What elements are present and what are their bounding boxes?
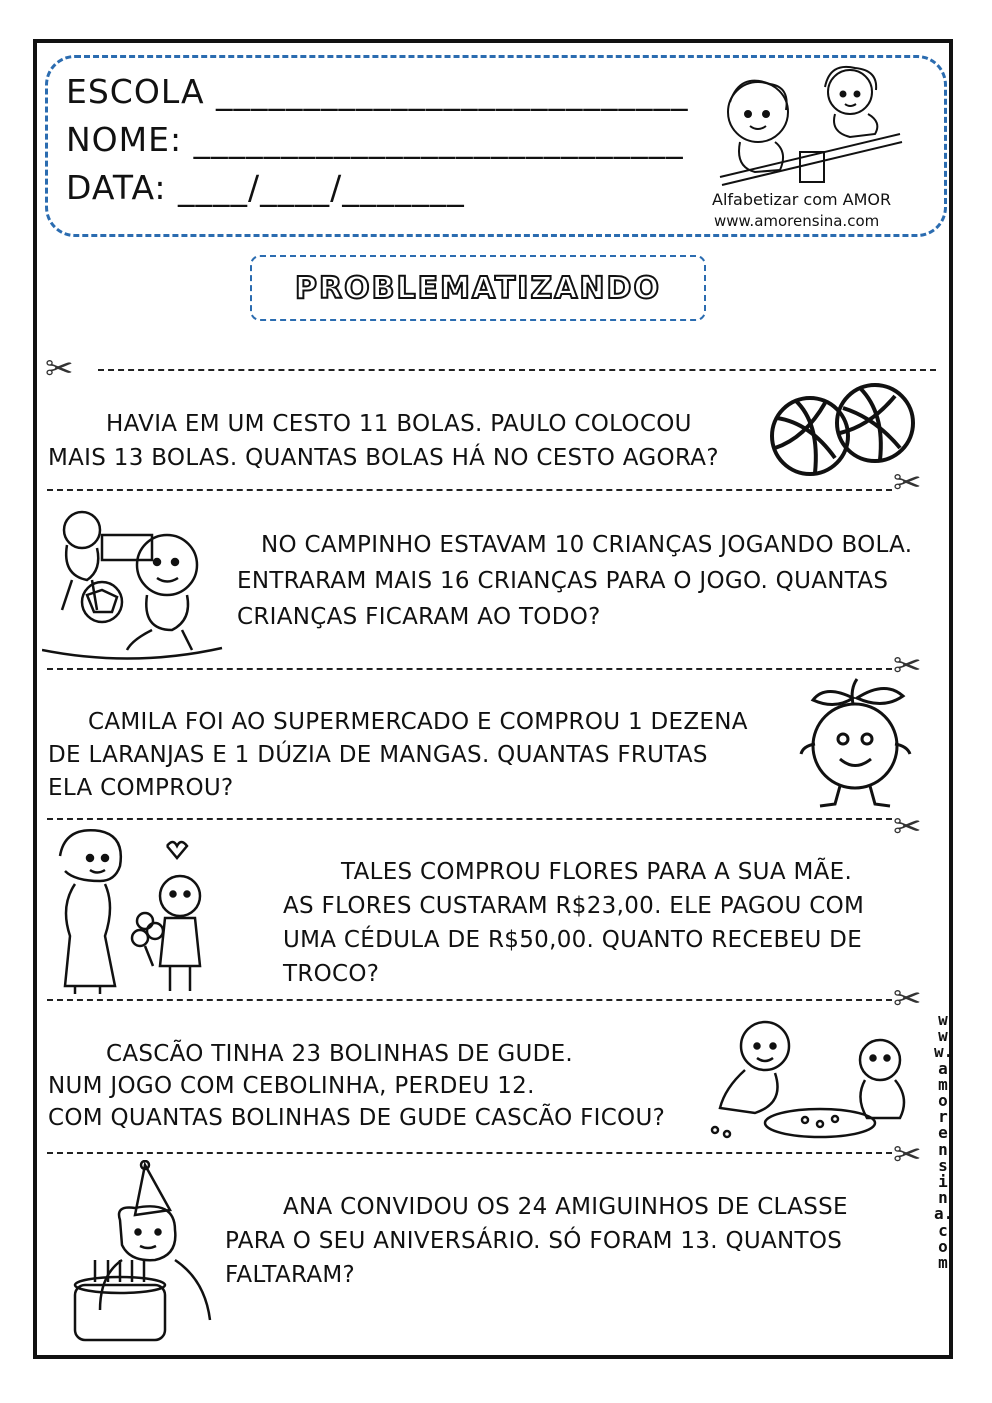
problem-line: FALTARAM? (225, 1262, 356, 1288)
cut-line (47, 668, 892, 670)
page-title: PROBLEMATIZANDO (295, 271, 661, 306)
logo-caption: Alfabetizar com AMOR (712, 190, 892, 209)
cut-line (47, 1152, 892, 1154)
problem-3 (48, 706, 748, 805)
problem-line: HAVIA EM UM CESTO 11 BOLAS. PAULO COLOCOU (106, 411, 692, 437)
name-field[interactable]: NOME: ____________________________ (66, 120, 684, 159)
side-watermark: www.amorensina.com (934, 1010, 954, 1273)
school-field[interactable]: ESCOLA ___________________________ (66, 72, 689, 111)
title-box (250, 255, 706, 321)
scissors-icon: ✂ (893, 463, 922, 503)
scissors-icon: ✂ (45, 349, 74, 389)
problem-line: PARA O SEU ANIVERSÁRIO. SÓ FORAM 13. QUANTOS (225, 1228, 843, 1254)
scissors-icon: ✂ (893, 979, 922, 1019)
problem-line: MAIS 13 BOLAS. QUANTAS BOLAS HÁ NO CESTO AGORA? (48, 445, 719, 471)
date-field[interactable]: DATA: ____/____/_______ (66, 168, 465, 207)
problem-line: NO CAMPINHO ESTAVAM 10 CRIANÇAS JOGANDO BOLA. (261, 532, 913, 558)
problem-line: CASCÃO TINHA 23 BOLINHAS DE GUDE. (106, 1041, 574, 1067)
problem-line: NUM JOGO COM CEBOLINHA, PERDEU 12. (48, 1073, 535, 1099)
scissors-icon: ✂ (893, 646, 922, 686)
scissors-icon: ✂ (893, 1135, 922, 1175)
problem-line: CRIANÇAS FICARAM AO TODO? (237, 604, 601, 630)
problem-line: DE LARANJAS E 1 DÚZIA DE MANGAS. QUANTAS FRUTAS (48, 742, 708, 768)
problem-line: TALES COMPROU FLORES PARA A SUA MÃE. (341, 859, 853, 885)
girl-with-birthday-cake-illustration (60, 1160, 220, 1350)
problem-line: CAMILA FOI AO SUPERMERCADO E COMPROU 1 DEZENA (88, 709, 748, 735)
problem-line: AS FLORES CUSTARAM R$23,00. ELE PAGOU COM (283, 893, 865, 919)
scissors-icon: ✂ (893, 807, 922, 847)
problem-2 (237, 527, 912, 635)
problem-line: ELA COMPROU? (48, 775, 234, 801)
problem-line: COM QUANTAS BOLINHAS DE GUDE CASCÃO FICOU? (48, 1105, 666, 1131)
cut-line (98, 369, 936, 371)
problem-line: TROCO? (283, 961, 380, 987)
kids-playing-soccer-illustration (42, 500, 227, 665)
problem-line: UMA CÉDULA DE R$50,00. QUANTO RECEBEU DE (283, 927, 863, 953)
smiling-orange-icon (795, 674, 920, 814)
problem-1 (48, 407, 719, 475)
problem-4 (283, 855, 864, 991)
cut-line (47, 999, 892, 1001)
logo-url: www.amorensina.com (714, 212, 880, 230)
cut-line (47, 818, 892, 820)
boy-giving-flowers-to-mother-illustration (45, 826, 225, 996)
problem-line: ENTRARAM MAIS 16 CRIANÇAS PARA O JOGO. QUANTAS (237, 568, 889, 594)
problem-5 (48, 1038, 665, 1134)
volleyballs-icon (765, 378, 920, 478)
kids-playing-marbles-illustration (695, 1018, 920, 1143)
cut-line (47, 489, 892, 491)
problem-line: ANA CONVIDOU OS 24 AMIGUINHOS DE CLASSE (283, 1194, 848, 1220)
problem-6 (225, 1190, 848, 1292)
